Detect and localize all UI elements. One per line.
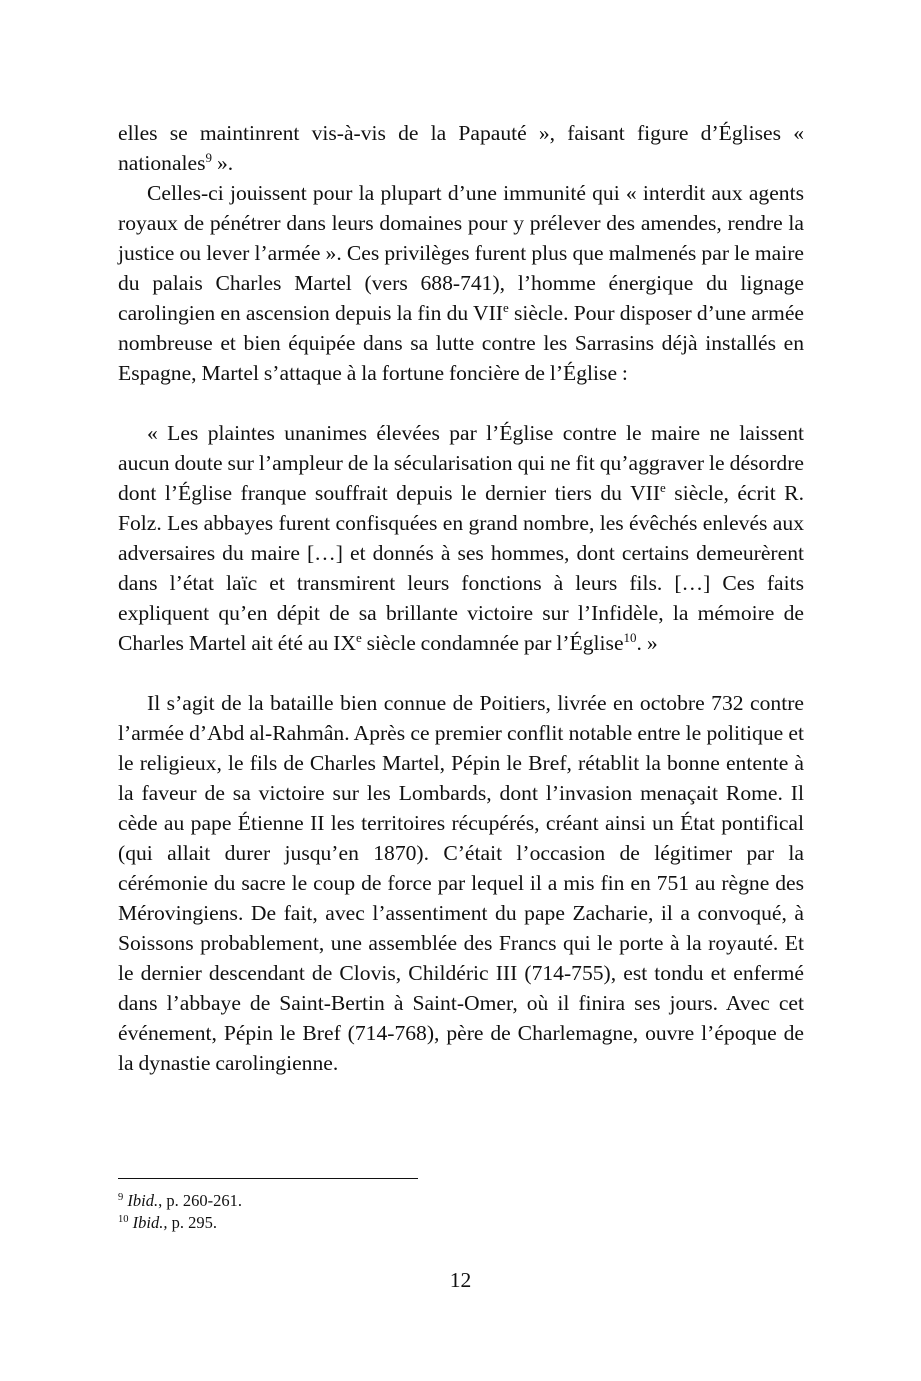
footnote-separator (118, 1178, 418, 1179)
quote-part-a: « Les plaintes unanimes élevées par l’Église contre le maire ne laissent aucun doute sur l’ampleur de la sécularisation qui ne fit qu’aggraver le désordre dont l’Église franque souffrait depuis le dernier tiers du VII (118, 421, 804, 505)
paragraph-2-text: Celles-ci jouissent pour la plupart d’une immunité qui « interdit aux agents royaux de pénétrer dans leurs domaines pour y prélever des amendes, rendre la justice ou lever l’armée ». Ces privilèges furent plus que malmenés par le maire du palais Charles Martel (vers 688-741), l’homme énergique du lignage carolingien en ascension depuis la fin du VII (118, 181, 804, 325)
superscript-e: e (660, 480, 666, 495)
footnote-ref-10[interactable]: 10 (623, 630, 637, 645)
footnote-number: 10 (118, 1214, 129, 1225)
paragraph-1-end: ». (212, 151, 234, 175)
footnote-text: p. 295. (167, 1213, 217, 1232)
footnote-9 (118, 1190, 804, 1212)
footnote-number: 9 (118, 1192, 124, 1203)
footnote-10 (118, 1212, 804, 1234)
footnote-ref: Ibid. (127, 1191, 159, 1210)
footnote-ref-9[interactable]: 9 (205, 150, 213, 165)
footnotes (118, 1190, 804, 1234)
paragraph-2-end: siècle. Pour disposer d’une armée nombreuse et bien équipée dans sa lutte contre les Sarrasins déjà installés en Espagne, Martel s’attaque à la fortune foncière de l’Église : (118, 301, 804, 385)
paragraph-1 (118, 118, 804, 178)
footnote-ref: Ibid., (132, 1213, 168, 1232)
paragraph-1-text: elles se maintinrent vis-à-vis de la Papauté », faisant figure d’Églises « nationales (118, 121, 804, 175)
quote-part-b: siècle, écrit R. Folz. Les abbayes furent confisquées en grand nombre, les évêchés enlevés aux adversaires du maire […] et donnés à ses hommes, dont certains demeurèrent dans l’état laïc et transmirent leurs fonctions à leurs fils. […] Ces faits expliquent qu’en dépit de sa brillante victoire sur l’Infidèle, la mémoire de Charles Martel ait été au IX (118, 481, 804, 655)
paragraph-3: Il s’agit de la bataille bien connue de Poitiers, livrée en octobre 732 contre l’armée d’Abd al-Rahmân. Après ce premier conflit notable entre le politique et le religieux, le fils de Charles Martel, Pépin le Bref, rétablit la bonne entente à la faveur de sa victoire sur les Lombards, dont l’invasion menaçait Rome. Il cède au pape Étienne II les territoires récupérés, créant ainsi un État pontifical (qui allait durer jusqu’en 1870). C’était l’occasion de légitimer par la cérémonie du sacre le coup de force par lequel il a mis fin en 751 au règne des Mérovingiens. De fait, avec l’assentiment du pape Zacharie, il a convoqué, à Soissons probablement, une assemblée des Francs qui le porte à la royauté. Et le dernier descendant de Clovis, Childéric III (714-755), est tondu et enfermé dans l’abbaye de Saint-Bertin à Saint-Omer, où il finira ses jours. Avec cet événement, Pépin le Bref (714-768), père de Charlemagne, ouvre l’époque de la dynastie carolingienne. (118, 691, 804, 1075)
superscript-e: e (502, 300, 509, 315)
page-number: 12 (449, 1268, 472, 1292)
quote-part-c: siècle condamnée par l’Église (361, 631, 624, 655)
block-quote (118, 418, 804, 658)
quote-end: . » (636, 631, 658, 655)
footnote-text: , p. 260-261. (158, 1191, 242, 1210)
paragraph-2 (118, 178, 804, 388)
superscript-e: e (355, 630, 362, 645)
page-body (118, 118, 804, 1078)
